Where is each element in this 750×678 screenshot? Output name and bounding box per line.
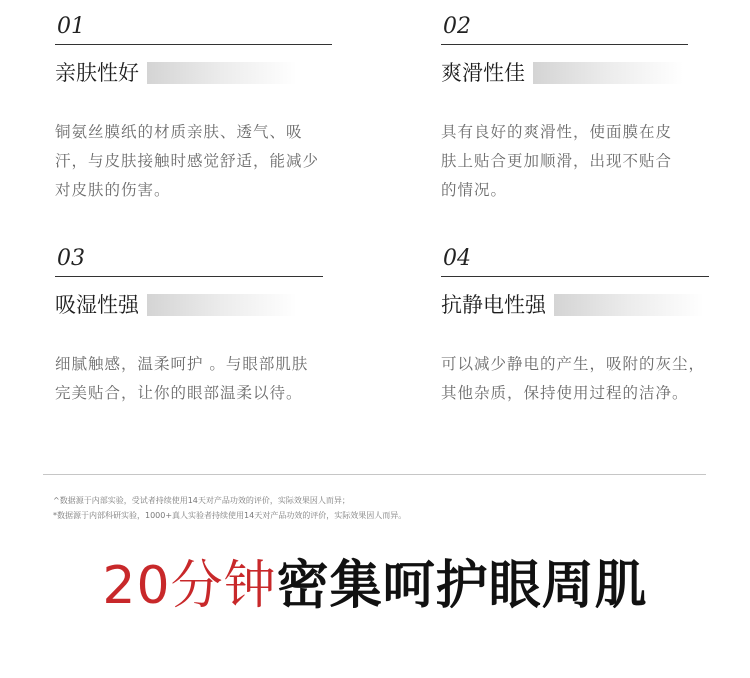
feature-title-row	[55, 58, 332, 88]
feature-rule	[441, 276, 709, 277]
feature-description: 可以减少静电的产生，吸附的灰尘， 其他杂质，保持使用过程的洁净。	[441, 355, 706, 402]
feature-title-row	[441, 290, 709, 320]
feature-card-3	[55, 246, 323, 408]
feature-rule	[441, 44, 688, 45]
feature-card-1	[55, 14, 332, 205]
feature-number: 02	[443, 14, 471, 39]
feature-card-4	[441, 246, 709, 408]
feature-title: 抗静电性强	[441, 293, 546, 317]
feature-number: 04	[443, 246, 471, 271]
footnote-1: ^数据源于内部实验，受试者持续使用14天对产品功效的评价，实际效果因人而异；	[53, 496, 350, 505]
footnote-2: *数据源于内部科研实验，1000+真人实验者持续使用14天对产品功效的评价，实际效果因人而异。	[53, 511, 407, 520]
title-gradient-bar	[147, 294, 297, 316]
feature-title-row	[55, 290, 323, 320]
title-gradient-bar	[147, 62, 297, 84]
title-gradient-bar	[554, 294, 704, 316]
section-divider	[43, 474, 706, 475]
feature-number: 01	[57, 14, 85, 39]
feature-title: 亲肤性好	[55, 61, 139, 85]
feature-description: 细腻触感，温柔呵护 。与眼部肌肤 完美贴合，让你的眼部温柔以待。	[55, 355, 309, 402]
headline-accent: 20分钟	[102, 556, 277, 616]
feature-description: 铜氨丝膜纸的材质亲肤、透气、吸 汗，与皮肤接触时感觉舒适，能减少 对皮肤的伤害。	[55, 123, 320, 199]
feature-title: 爽滑性佳	[441, 61, 525, 85]
feature-title: 吸湿性强	[55, 293, 139, 317]
feature-rule	[55, 44, 332, 45]
headline	[0, 552, 750, 620]
feature-card-2	[441, 14, 688, 205]
feature-title-row	[441, 58, 688, 88]
headline-rest: 密集呵护眼周肌	[276, 556, 648, 616]
title-gradient-bar	[533, 62, 683, 84]
feature-number: 03	[57, 246, 85, 271]
feature-description: 具有良好的爽滑性，使面膜在皮 肤上贴合更加顺滑，出现不贴合 的情况。	[441, 123, 673, 199]
feature-rule	[55, 276, 323, 277]
